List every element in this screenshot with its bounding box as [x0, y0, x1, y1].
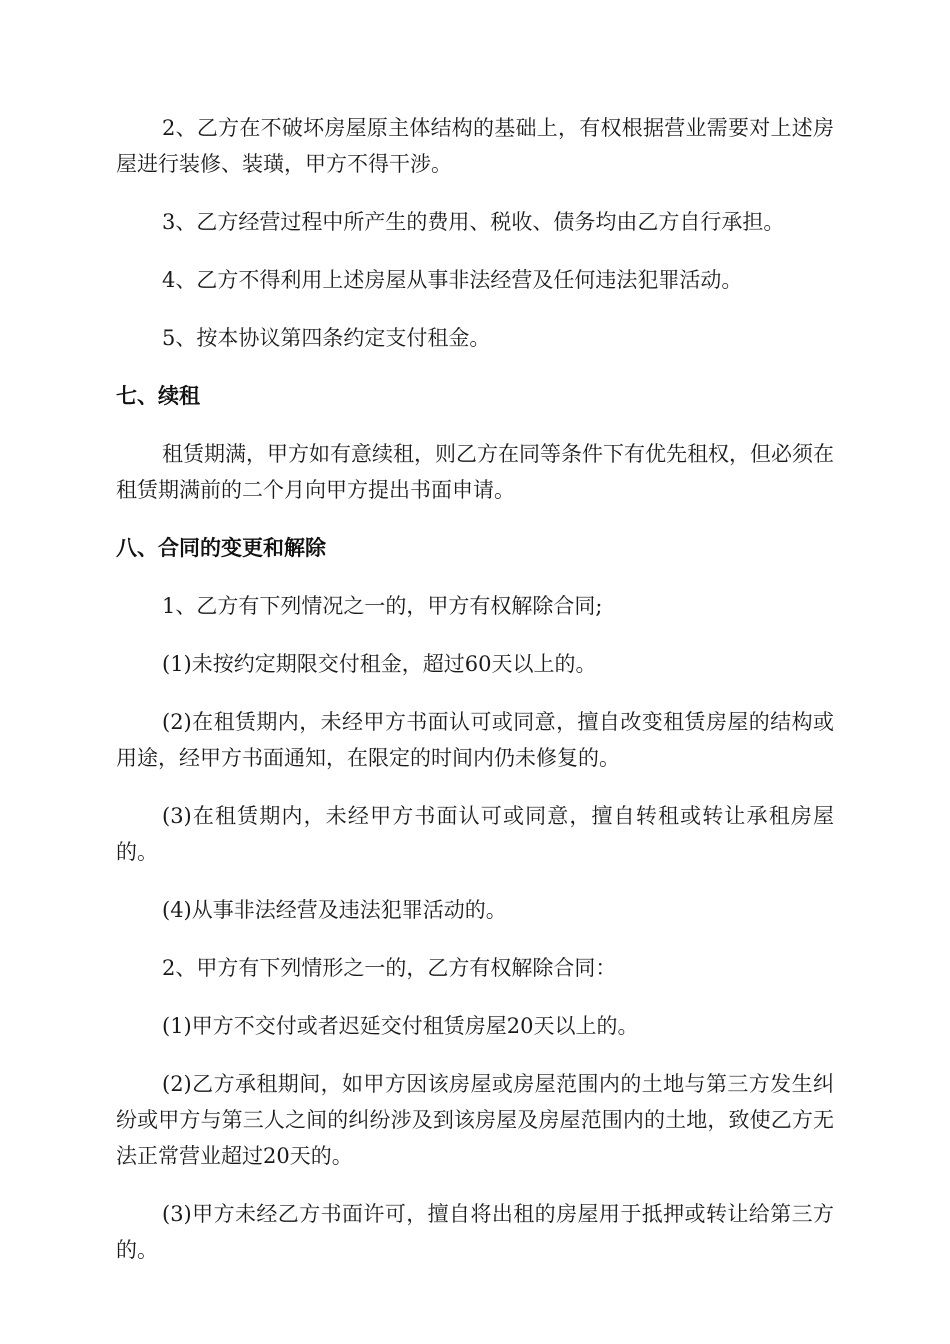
- section-heading-renewal: 七、续租: [116, 384, 200, 408]
- clause-6-item-2: 2、乙方在不破坏房屋原主体结构的基础上，有权根据营业需要对上述房屋进行装修、装璜，甲方不得干涉。: [116, 116, 834, 176]
- clause-8-item-2: 2、甲方有下列情形之一的，乙方有权解除合同：: [162, 956, 617, 980]
- clause-8-1-sub-2: (2)在租赁期内，未经甲方书面认可或同意，擅自改变租赁房屋的结构或用途，经甲方书面通知，在限定的时间内仍未修复的。: [116, 710, 834, 770]
- section-heading-change-termination: 八、合同的变更和解除: [116, 536, 326, 560]
- document-body: [116, 110, 834, 1290]
- clause-8-item-1: 1、乙方有下列情况之一的，甲方有权解除合同;: [162, 594, 603, 618]
- clause-8-1-sub-3: (3)在租赁期内，未经甲方书面认可或同意，擅自转租或转让承租房屋的。: [116, 804, 834, 864]
- clause-8-2-sub-3: (3)甲方未经乙方书面许可，擅自将出租的房屋用于抵押或转让给第三方的。: [116, 1202, 834, 1262]
- clause-6-item-5: 5、按本协议第四条约定支付租金。: [162, 326, 491, 350]
- clause-8-2-sub-2: (2)乙方承租期间，如甲方因该房屋或房屋范围内的土地与第三方发生纠纷或甲方与第三人之间的纠纷涉及到该房屋及房屋范围内的土地，致使乙方无法正常营业超过20天的。: [116, 1072, 834, 1168]
- clause-8-1-sub-4: (4)从事非法经营及违法犯罪活动的。: [162, 898, 507, 922]
- clause-8-1-sub-1: (1)未按约定期限交付租金，超过60天以上的。: [162, 652, 597, 676]
- clause-6-item-4: 4、乙方不得利用上述房屋从事非法经营及任何违法犯罪活动。: [162, 268, 743, 292]
- clause-8-2-sub-1: (1)甲方不交付或者迟延交付租赁房屋20天以上的。: [162, 1014, 639, 1038]
- renewal-paragraph: 租赁期满，甲方如有意续租，则乙方在同等条件下有优先租权，但必须在租赁期满前的二个月向甲方提出书面申请。: [116, 442, 834, 502]
- clause-6-item-3: 3、乙方经营过程中所产生的费用、税收、债务均由乙方自行承担。: [162, 210, 785, 234]
